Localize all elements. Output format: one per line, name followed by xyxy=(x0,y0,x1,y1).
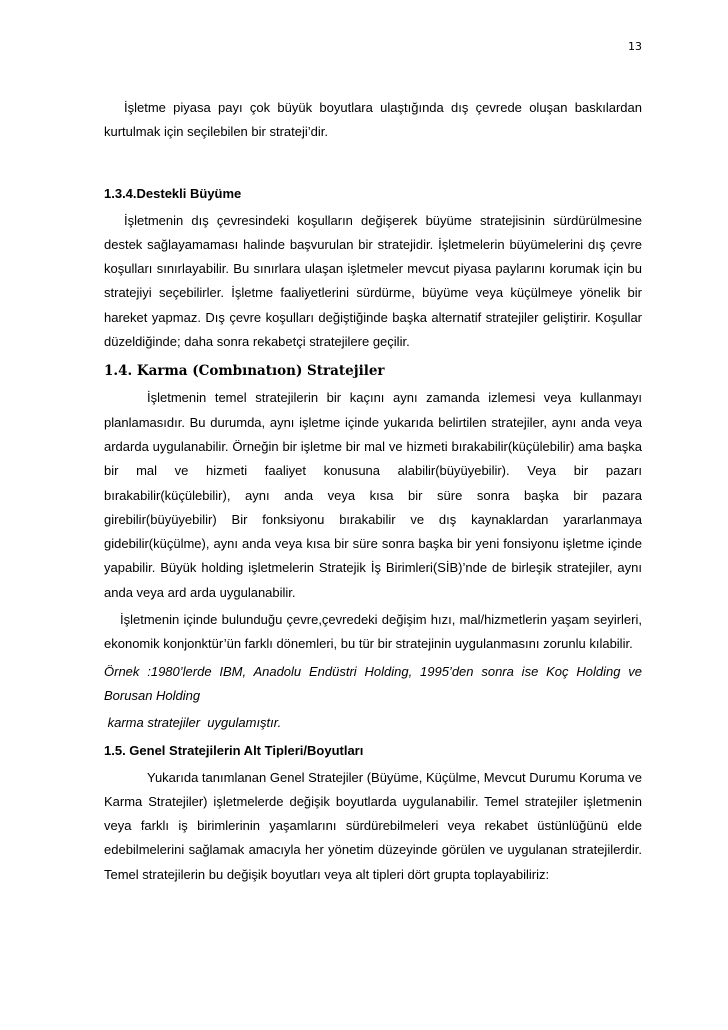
paragraph: İşletme piyasa payı çok büyük boyutlara ulaştığında dış çevrede oluşan baskılardan kurtulmak için seçilebilen bir strateji’dir. xyxy=(104,100,642,140)
page-content xyxy=(104,96,642,887)
paragraph: İşletmenin dış çevresindeki koşulların değişerek büyüme stratejisinin sürdürülmesine destek sağlayamaması halinde başvurulan bir stratejidir. İşletmelerin büyümelerini dış çevre koşulları sınırlayabilir. Bu sınırlara ulaşan işletmeler mevcut piyasa paylarını korumak için bu stratejiyi seçebilirler. İşletme faaliyetlerini sürdürme, büyüme veya küçülmeye yönelik bir hareket yapmaz. Dış çevre koşulları değiştiğinde başka alternatif stratejiler geliştirir. Koşullar düzeldiğinde; daha sonra rekabetçi stratejilere geçilir. xyxy=(104,212,642,350)
page-number: 13 xyxy=(628,40,642,53)
example-paragraph: Örnek :1980’lerde IBM, Anadolu Endüstri Holding, 1995’den sonra ise Koç Holding ve Borusan Holding xyxy=(104,663,642,703)
paragraph: İşletmenin temel stratejilerin bir kaçını aynı zamanda izlemesi veya kullanmayı planlamasıdır. Bu durumda, aynı işletme içinde yukarıda belirtilen stratejiler, aynı anda veya ardarda uygulanabilir. Örneğin bir işletme bir mal ve hizmeti bırakabilir(küçülebilir) ama başka bir mal ve hizmeti faaliyet konusuna alabilir(büyüyebilir). Veya bir pazarı bırakabilir(küçülebilir), aynı anda veya kısa bir süre sonra başka bir pazara girebilir(büyüyebilir) Bir fonksiyonu bırakabilir ve dış kaynaklardan yararlanmaya gidebilir(küçülme), aynı anda veya kısa bir süre sonra başka bir yeni fonsiyonu işletme içinde yapabilir. Büyük holding işletmelerin Stratejik İş Birimleri(SİB)’nde de birleşik stratejiler, aynı anda veya ard arda uygulanabilir. xyxy=(104,390,642,600)
section-heading-1-5: 1.5. Genel Stratejilerin Alt Tipleri/Boyutları xyxy=(104,742,364,758)
paragraph: İşletmenin içinde bulunduğu çevre,çevredeki değişim hızı, mal/hizmetlerin yaşam seyirleri, ekonomik konjonktür’ün farklı dönemleri, bu tür bir stratejinin uygulanmasını zorunlu kılabilir. xyxy=(104,612,642,652)
paragraph: Yukarıda tanımlanan Genel Stratejiler (Büyüme, Küçülme, Mevcut Durumu Koruma ve Karma Stratejiler) işletmelerde değişik boyutlarda uygulanabilir. Temel stratejiler işletmenin veya farklı iş birimlerinin yaşamlarını sürdürebilmeleri veya rekabet üstünlüğünü elde edebilmelerini sağlamak amacıyla her yönetim düzeyinde görülen ve uygulanan stratejilerdir. Temel stratejilerin bu değişik boyutları veya alt tipleri dört grupta toplayabiliriz: xyxy=(104,769,642,882)
example-paragraph: karma stratejiler uygulamıştır. xyxy=(104,715,282,731)
section-heading-1-3-4: 1.3.4.Destekli Büyüme xyxy=(104,185,242,201)
section-heading-1-4: 1.4. Karma (Combınatıon) Stratejiler xyxy=(104,363,385,380)
